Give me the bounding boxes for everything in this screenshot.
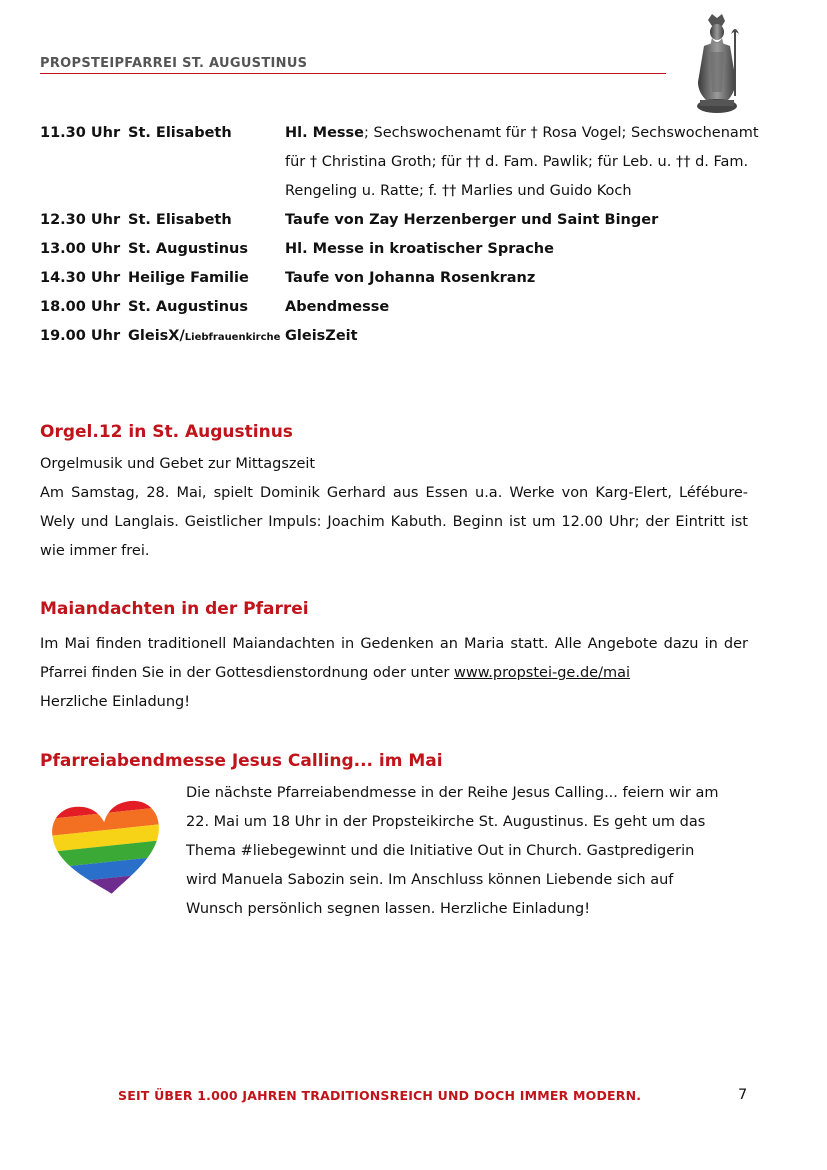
schedule-description [285,264,775,293]
schedule-time: 12.30 Uhr [40,212,121,228]
schedule-event: Taufe von Johanna Rosenkranz [285,270,536,286]
maiandachten-closing: Herzliche Einladung! [40,694,191,710]
jesus-calling-text [186,779,756,924]
schedule-event: Abendmesse [285,299,390,315]
schedule-time: 14.30 Uhr [40,270,121,286]
schedule-place [128,293,285,322]
maiandachten-link[interactable]: www.propstei-ge.de/mai [454,665,630,681]
schedule-row [40,119,780,206]
schedule-row [40,264,780,293]
jesus-calling-section-title: Pfarreiabendmesse Jesus Calling... im Mai [40,751,443,771]
jesus-calling-line: wird Manuela Sabozin sein. Im Anschluss können Liebende sich auf [186,872,674,888]
footer-motto: SEIT ÜBER 1.000 JAHREN TRADITIONSREICH UND DOCH IMMER MODERN. [118,1088,642,1103]
schedule-description [285,235,775,264]
schedule-time: 13.00 Uhr [40,241,121,257]
orgel-section-title: Orgel.12 in St. Augustinus [40,422,293,442]
schedule-place [128,235,285,264]
schedule-event: Taufe von Zay Herzenberger und Saint Binger [285,212,659,228]
header-divider [40,73,666,74]
schedule-row [40,322,780,352]
schedule-row [40,206,780,235]
schedule-event: Hl. Messe in kroatischer Sprache [285,241,554,257]
schedule-intentions: ; Sechswochenamt für † Rosa Vogel; Sechswochenamt für † Christina Groth; für †† d. Fam. Pawlik; für Leb. u. †† d. Fam. Rengeling u. Ratte; f. †† Marlies und Guido Koch [285,125,759,199]
schedule-place-name: St. Elisabeth [128,125,232,141]
schedule-place-detail: Liebfrauenkirche [184,332,281,343]
schedule-place-name: GleisX/ [128,328,185,344]
jesus-calling-line: Die nächste Pfarreiabendmesse in der Reihe Jesus Calling... feiern wir am [186,785,719,801]
schedule-place-name: St. Augustinus [128,241,248,257]
schedule-row [40,293,780,322]
schedule-place [128,322,285,352]
orgel-text: Am Samstag, 28. Mai, spielt Dominik Gerhard aus Essen u.a. Werke von Karg-Elert, Léfébure-Wely und Langlais. Geistlicher Impuls: Joachim Kabuth. Beginn ist um 12.00 Uhr; der Eintritt ist wie immer frei. [40,485,748,559]
jesus-calling-line: 22. Mai um 18 Uhr in der Propsteikirche St. Augustinus. Es geht um das [186,814,706,830]
schedule-description [285,206,775,235]
schedule-description [285,322,775,352]
maiandachten-body: Im Mai finden traditionell Maiandachten in Gedenken an Maria statt. Alle Angebote dazu in der Pfarrei finden Sie in der Gottesdienstordnung oder unter [40,636,748,681]
schedule-place-name: St. Augustinus [128,299,248,315]
schedule-place-name: Heilige Familie [128,270,249,286]
schedule-place [128,119,285,206]
schedule-event: Hl. Messe [285,125,365,141]
mass-schedule [40,119,780,352]
schedule-place [128,264,285,293]
schedule-place [128,206,285,235]
maiandachten-text [40,630,748,688]
schedule-place-name: St. Elisabeth [128,212,232,228]
maiandachten-section-title: Maiandachten in der Pfarrei [40,599,309,619]
schedule-event: GleisZeit [285,328,358,344]
rainbow-heart-icon [50,800,165,898]
statue-icon [686,12,748,116]
schedule-row [40,235,780,264]
schedule-description [285,293,775,322]
orgel-subtitle: Orgelmusik und Gebet zur Mittagszeit [40,456,316,472]
schedule-time: 11.30 Uhr [40,125,121,141]
page-number: 7 [738,1087,748,1103]
schedule-time: 19.00 Uhr [40,328,121,344]
jesus-calling-line: Wunsch persönlich segnen lassen. Herzliche Einladung! [186,901,591,917]
schedule-description [285,119,775,206]
header-title: PROPSTEIPFARREI ST. AUGUSTINUS [40,56,308,71]
jesus-calling-line: Thema #liebegewinnt und die Initiative Out in Church. Gastpredigerin [186,843,695,859]
schedule-time: 18.00 Uhr [40,299,121,315]
